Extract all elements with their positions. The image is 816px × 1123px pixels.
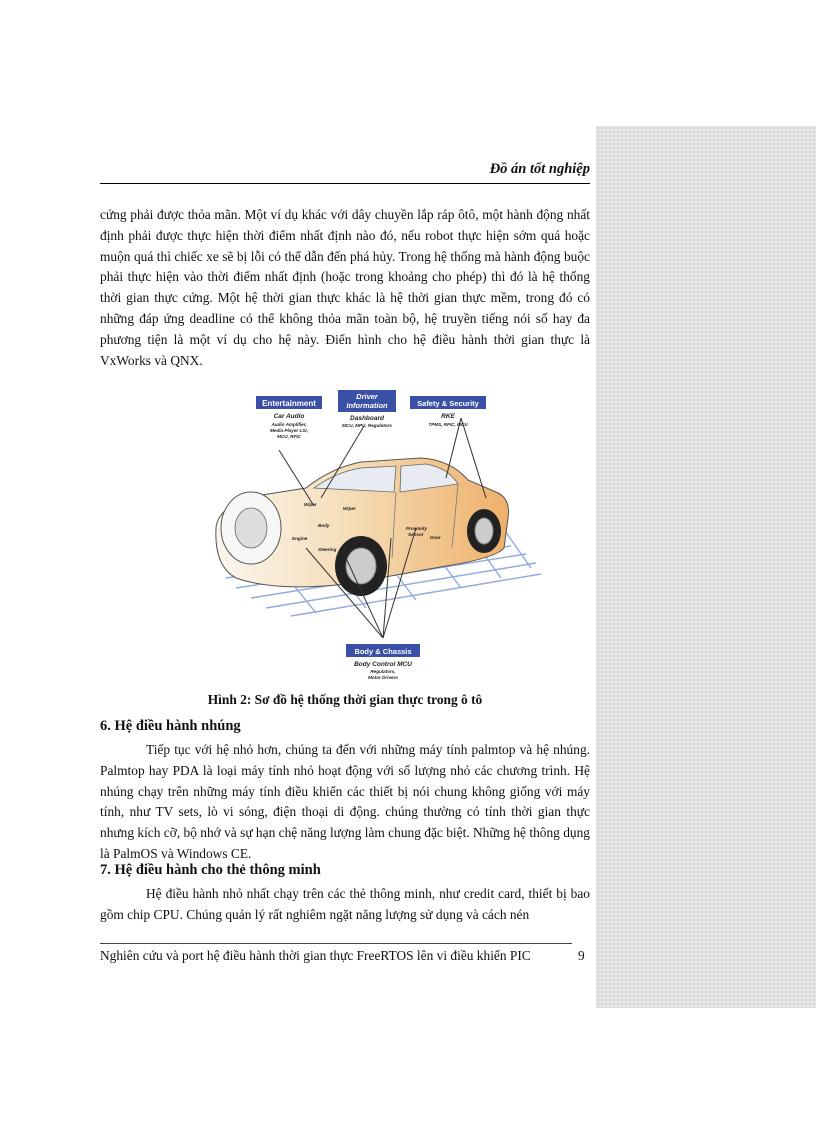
label-steering: Steering	[318, 547, 337, 552]
paragraph-smartcard: Hệ điều hành nhỏ nhất chạy trên các thẻ thông minh, như credit card, thiết bị bao gồm chip CPU. Chúng quản lý rất nghiêm ngặt năng lượng sử dụng và cách nén	[100, 886, 590, 922]
label-wiper-2: Wiper	[343, 506, 356, 511]
label-wiper-1: Wiper	[304, 502, 317, 507]
entertainment-sub: Car Audio	[273, 413, 305, 420]
label-door: Door	[430, 535, 441, 540]
safety-sub: RKE	[441, 413, 455, 420]
page-number: 9	[578, 948, 585, 963]
page-header-title: Đồ án tốt nghiệp	[489, 161, 590, 177]
heading-embedded-os: 6. Hệ điều hành nhúng	[100, 718, 241, 734]
label-proximity-1: Proximity	[406, 526, 427, 531]
footer-rule	[100, 943, 572, 944]
body-sub: Body Control MCU	[354, 661, 412, 668]
driver-title-2: Information	[346, 401, 388, 410]
body-detail-2: Motor Drivers	[368, 675, 398, 680]
safety-title: Safety & Security	[417, 399, 479, 408]
header-rule	[100, 183, 590, 184]
entertainment-detail-2: Media Player LSI,	[270, 428, 308, 433]
label-proximity-2: Sensor	[408, 532, 424, 537]
safety-detail: TPMS, RFIC, MCU	[428, 422, 468, 427]
label-body: Body	[318, 523, 330, 528]
label-engine: Engine	[292, 536, 308, 541]
driver-title-1: Driver	[356, 392, 378, 401]
body-detail-1: Regulators,	[370, 669, 396, 674]
comment-sidebar-panel	[596, 126, 816, 1008]
driver-detail: MCU, MPU, Regulators	[342, 423, 392, 428]
entertainment-detail-1: Audio Amplifier,	[271, 422, 307, 427]
figure-caption: Hình 2: Sơ đồ hệ thống thời gian thực trong ô tô	[207, 692, 483, 707]
entertainment-title: Entertainment	[262, 399, 316, 408]
body-title: Body & Chassis	[354, 647, 412, 656]
paragraph-embedded: Tiếp tục với hệ nhỏ hơn, chúng ta đến với những máy tính palmtop và hệ nhúng. Palmtop hay PDA là loại máy tính nhỏ hoạt động với số lượng nhỏ các chương trình. Hệ nhúng chạy trên những máy tính điều khiển các thiết bị nói chung không giống với máy tính, như TV sets, lò vi sóng, điện thoại di động. chúng thường có tính thời gian thực nhưng kích cỡ, bộ nhớ và sự hạn chệ năng lượng làm chung đặc biệt. Những hệ thông dụng là PalmOS và Windows CE.	[100, 742, 590, 861]
entertainment-detail-3: MCU, RFIC	[277, 434, 301, 439]
footer-text: Nghiên cứu và port hệ điều hành thời gian thực FreeRTOS lên vi điều khiển PIC	[100, 948, 531, 963]
paragraph-realtime: cứng phải được thỏa mãn. Một ví dụ khác với dây chuyền lắp ráp ôtô, một hành động nhất định phải được thực hiện thời điểm nhất định nào đó, nếu robot thực hiện sớm quá hoặc muộn quá thì chiếc xe sẽ bị lỗi có thể dẫn đến phá hủy. Trong hệ thống mà hành động buộc phải thực hiện vào thời điểm nhất định (hoặc trong khoảng cho phép) thì đó là hệ thống thời gian thực cứng. Một hệ thời gian thực khác là hệ thời gian thực mềm, trong đó có những đáp ứng deadline có thể không thỏa mãn toàn bộ, hệ truyền tiếng nói số hay đa phương tiện là một ví dụ cho hệ này. Điển hình cho hệ điều hành thời gian thực là VxWorks và QNX.	[100, 207, 590, 368]
heading-smartcard-os: 7. Hệ điều hành cho thẻ thông minh	[100, 862, 321, 878]
car-system-figure	[196, 388, 548, 688]
driver-sub: Dashboard	[350, 415, 384, 422]
